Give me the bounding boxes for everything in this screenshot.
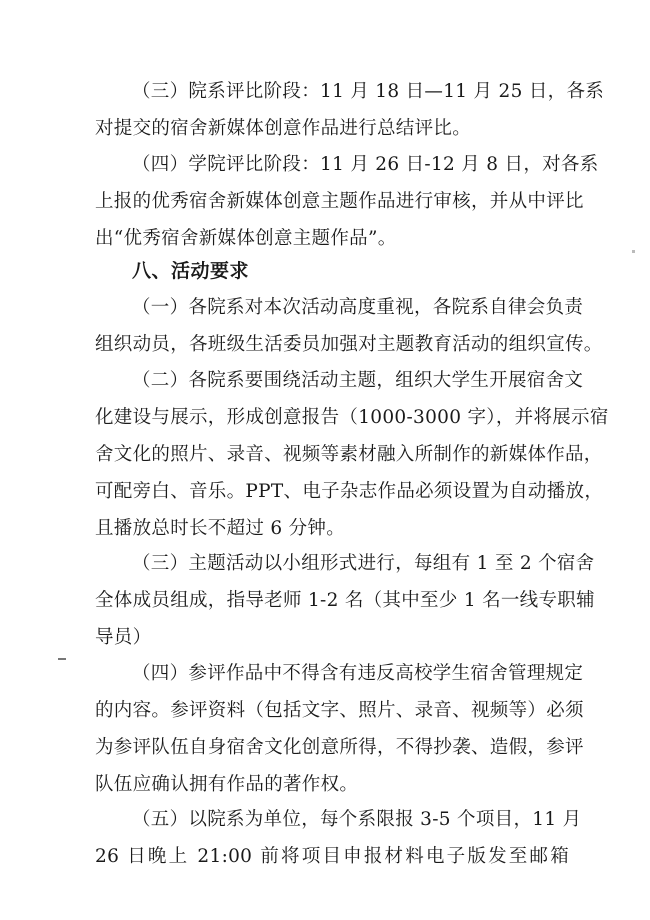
paragraph-line: （三）主题活动以小组形式进行，每组有 1 至 2 个宿舍 [132, 553, 595, 574]
paragraph-line: （二）各院系要围绕活动主题，组织大学生开展宿舍文 [132, 370, 584, 391]
paragraph-requirement-3 [95, 545, 595, 656]
paragraph-line: 舍文化的照片、录音、视频等素材融入所制作的新媒体作品， [95, 444, 603, 465]
paragraph-line: 可配旁白、音乐。PPT、电子杂志作品必须设置为自动播放， [95, 481, 604, 502]
paragraph-line: 且播放总时长不超过 6 分钟。 [95, 518, 346, 539]
paragraph-line: 26 日晚上 21:00 前将项目申报材料电子版发至邮箱 [95, 846, 569, 867]
paragraph-line: 组织动员，各班级生活委员加强对主题教育活动的组织宣传。 [95, 334, 603, 355]
paragraph-line: （四）学院评比阶段：11 月 26 日-12 月 8 日，对各系 [132, 154, 599, 175]
scan-artifact-dot [632, 250, 635, 253]
paragraph-line: （五）以院系为单位，每个系限报 3-5 个项目，11 月 [132, 809, 582, 830]
paragraph-line: 化建设与展示，形成创意报告（1000-3000 字），并将展示宿 [95, 407, 609, 428]
paragraph-requirement-1 [95, 289, 603, 363]
paragraph-line: （三）院系评比阶段：11 月 18 日—11 月 25 日，各系 [132, 81, 605, 102]
paragraph-line: 出“优秀宿舍新媒体创意主题作品”。 [95, 228, 397, 249]
paragraph-line: 为参评队伍自身宿舍文化创意所得，不得抄袭、造假，参评 [95, 737, 584, 758]
paragraph-line: 的内容。参评资料（包括文字、照片、录音、视频等）必须 [95, 700, 584, 721]
paragraph-line: 上报的优秀宿舍新媒体创意主题作品进行审核，并从中评比 [95, 191, 584, 212]
paragraph-requirement-5 [95, 801, 582, 875]
paragraph-line: 导员） [95, 627, 152, 648]
paragraph-college-review-stage [95, 146, 599, 257]
paragraph-requirement-4 [95, 655, 584, 803]
paragraph-line: （四）参评作品中不得含有违反高校学生宿舍管理规定 [132, 663, 584, 684]
paragraph-line: （一）各院系对本次活动高度重视，各院系自律会负责 [132, 297, 584, 318]
paragraph-requirement-2 [95, 362, 609, 547]
paragraph-line: 队伍应确认拥有作品的著作权。 [95, 774, 359, 795]
scan-artifact-mark [58, 658, 66, 660]
paragraph-department-review-stage [95, 73, 605, 147]
section-heading: 八、活动要求 [132, 260, 250, 282]
paragraph-line: 对提交的宿舍新媒体创意作品进行总结评比。 [95, 118, 472, 139]
paragraph-line: 全体成员组成，指导老师 1-2 名（其中至少 1 名一线专职辅 [95, 590, 595, 611]
